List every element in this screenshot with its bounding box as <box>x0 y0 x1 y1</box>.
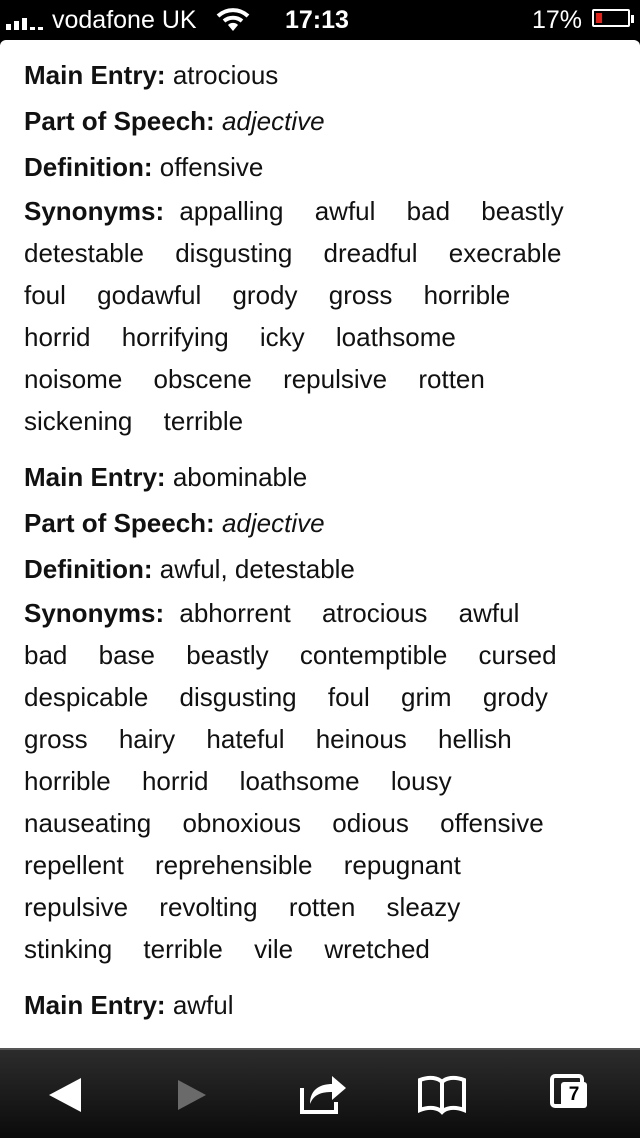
synonym-word: obscene <box>153 364 252 394</box>
synonym-word: obnoxious <box>182 808 302 838</box>
clock: 17:13 <box>285 6 349 34</box>
synonym-word: disgusting <box>179 682 297 712</box>
synonym-word: repulsive <box>24 892 129 922</box>
synonym-word: offensive <box>440 808 544 838</box>
synonym-word: stinking <box>24 934 113 964</box>
synonym-word: icky <box>259 322 305 352</box>
definition-line <box>24 144 594 190</box>
bookmarks-icon[interactable] <box>412 1070 472 1120</box>
dictionary-entry <box>0 982 594 1028</box>
main-entry-label: Main Entry: <box>24 990 166 1020</box>
synonym-word: foul <box>24 280 66 310</box>
synonym-word: terrible <box>163 406 244 436</box>
synonym-word: bad <box>406 196 451 226</box>
synonym-word: rotten <box>418 364 485 394</box>
synonym-word: beastly <box>186 640 269 670</box>
synonym-word: grody <box>482 682 548 712</box>
tab-count-badge[interactable]: 7 <box>561 1082 587 1108</box>
synonyms-label: Synonyms: <box>24 196 165 226</box>
synonym-word: sickening <box>24 406 133 436</box>
forward-icon[interactable] <box>160 1070 220 1120</box>
synonym-word: awful <box>314 196 376 226</box>
synonym-word: loathsome <box>239 766 360 796</box>
main-entry-word: awful <box>172 990 234 1020</box>
part-of-speech-label: Part of Speech: <box>24 106 215 136</box>
part-of-speech-line <box>24 98 594 144</box>
synonyms-list <box>24 592 594 970</box>
synonym-word: despicable <box>24 682 149 712</box>
synonym-word: gross <box>328 280 393 310</box>
dictionary-entry <box>0 454 594 970</box>
synonym-word: horrid <box>141 766 209 796</box>
synonym-word: lousy <box>390 766 452 796</box>
synonym-word: grim <box>401 682 452 712</box>
definition-value: awful, detestable <box>159 554 355 584</box>
main-entry-word: abominable <box>172 462 308 492</box>
synonyms-label: Synonyms: <box>24 598 165 628</box>
main-entry-line <box>24 52 594 98</box>
synonym-word: hairy <box>118 724 176 754</box>
synonym-word: foul <box>327 682 370 712</box>
synonym-word: horrid <box>24 322 91 352</box>
synonym-word: vile <box>254 934 294 964</box>
synonyms-list <box>24 190 594 442</box>
share-icon[interactable] <box>292 1070 352 1120</box>
synonym-word: horrible <box>24 766 111 796</box>
definition-label: Definition: <box>24 152 153 182</box>
carrier-name: vodafone UK <box>52 6 197 34</box>
status-bar <box>0 0 640 40</box>
main-entry-line <box>24 454 594 500</box>
synonym-word: odious <box>332 808 409 838</box>
synonym-word: hateful <box>206 724 285 754</box>
part-of-speech-line <box>24 500 594 546</box>
synonym-word: horrifying <box>121 322 229 352</box>
signal-strength-icon <box>6 12 50 30</box>
definition-label: Definition: <box>24 554 153 584</box>
synonym-word: horrible <box>423 280 511 310</box>
definition-value: offensive <box>159 152 264 182</box>
synonym-word: nauseating <box>24 808 152 838</box>
back-icon[interactable] <box>35 1070 95 1120</box>
main-entry-label: Main Entry: <box>24 462 166 492</box>
synonym-word: bad <box>24 640 68 670</box>
synonym-word: repugnant <box>343 850 461 880</box>
synonym-word: grody <box>232 280 298 310</box>
definition-line <box>24 546 594 592</box>
synonym-word: repellent <box>24 850 124 880</box>
battery-percentage: 17% <box>532 6 583 34</box>
synonym-word: revolting <box>159 892 258 922</box>
synonym-word: godawful <box>97 280 202 310</box>
synonym-word: noisome <box>24 364 123 394</box>
synonym-word: appalling <box>179 196 284 226</box>
synonym-word: execrable <box>448 238 562 268</box>
synonym-word: dreadful <box>323 238 418 268</box>
synonym-word: detestable <box>24 238 144 268</box>
synonym-word: disgusting <box>175 238 293 268</box>
wifi-icon <box>216 6 250 32</box>
browser-toolbar <box>0 1048 640 1138</box>
synonym-word: loathsome <box>335 322 456 352</box>
synonym-word: sleazy <box>386 892 461 922</box>
battery-icon <box>592 9 630 27</box>
main-entry-label: Main Entry: <box>24 60 166 90</box>
synonym-word: terrible <box>143 934 223 964</box>
part-of-speech-value: adjective <box>221 508 325 538</box>
page-content[interactable] <box>0 40 640 1050</box>
synonym-word: rotten <box>288 892 356 922</box>
main-entry-line <box>24 982 594 1028</box>
dictionary-entry <box>0 52 594 442</box>
synonym-word: reprehensible <box>154 850 313 880</box>
main-entry-word: atrocious <box>172 60 279 90</box>
synonym-word: cursed <box>478 640 557 670</box>
synonym-word: contemptible <box>299 640 448 670</box>
synonym-word: hellish <box>438 724 512 754</box>
synonym-word: awful <box>458 598 520 628</box>
synonym-word: beastly <box>481 196 564 226</box>
synonym-word: base <box>98 640 156 670</box>
synonym-word: wretched <box>324 934 430 964</box>
synonym-word: repulsive <box>283 364 388 394</box>
synonym-word: heinous <box>315 724 407 754</box>
synonym-word: abhorrent <box>179 598 291 628</box>
synonym-word: gross <box>24 724 88 754</box>
part-of-speech-label: Part of Speech: <box>24 508 215 538</box>
part-of-speech-value: adjective <box>221 106 325 136</box>
synonym-word: atrocious <box>321 598 428 628</box>
